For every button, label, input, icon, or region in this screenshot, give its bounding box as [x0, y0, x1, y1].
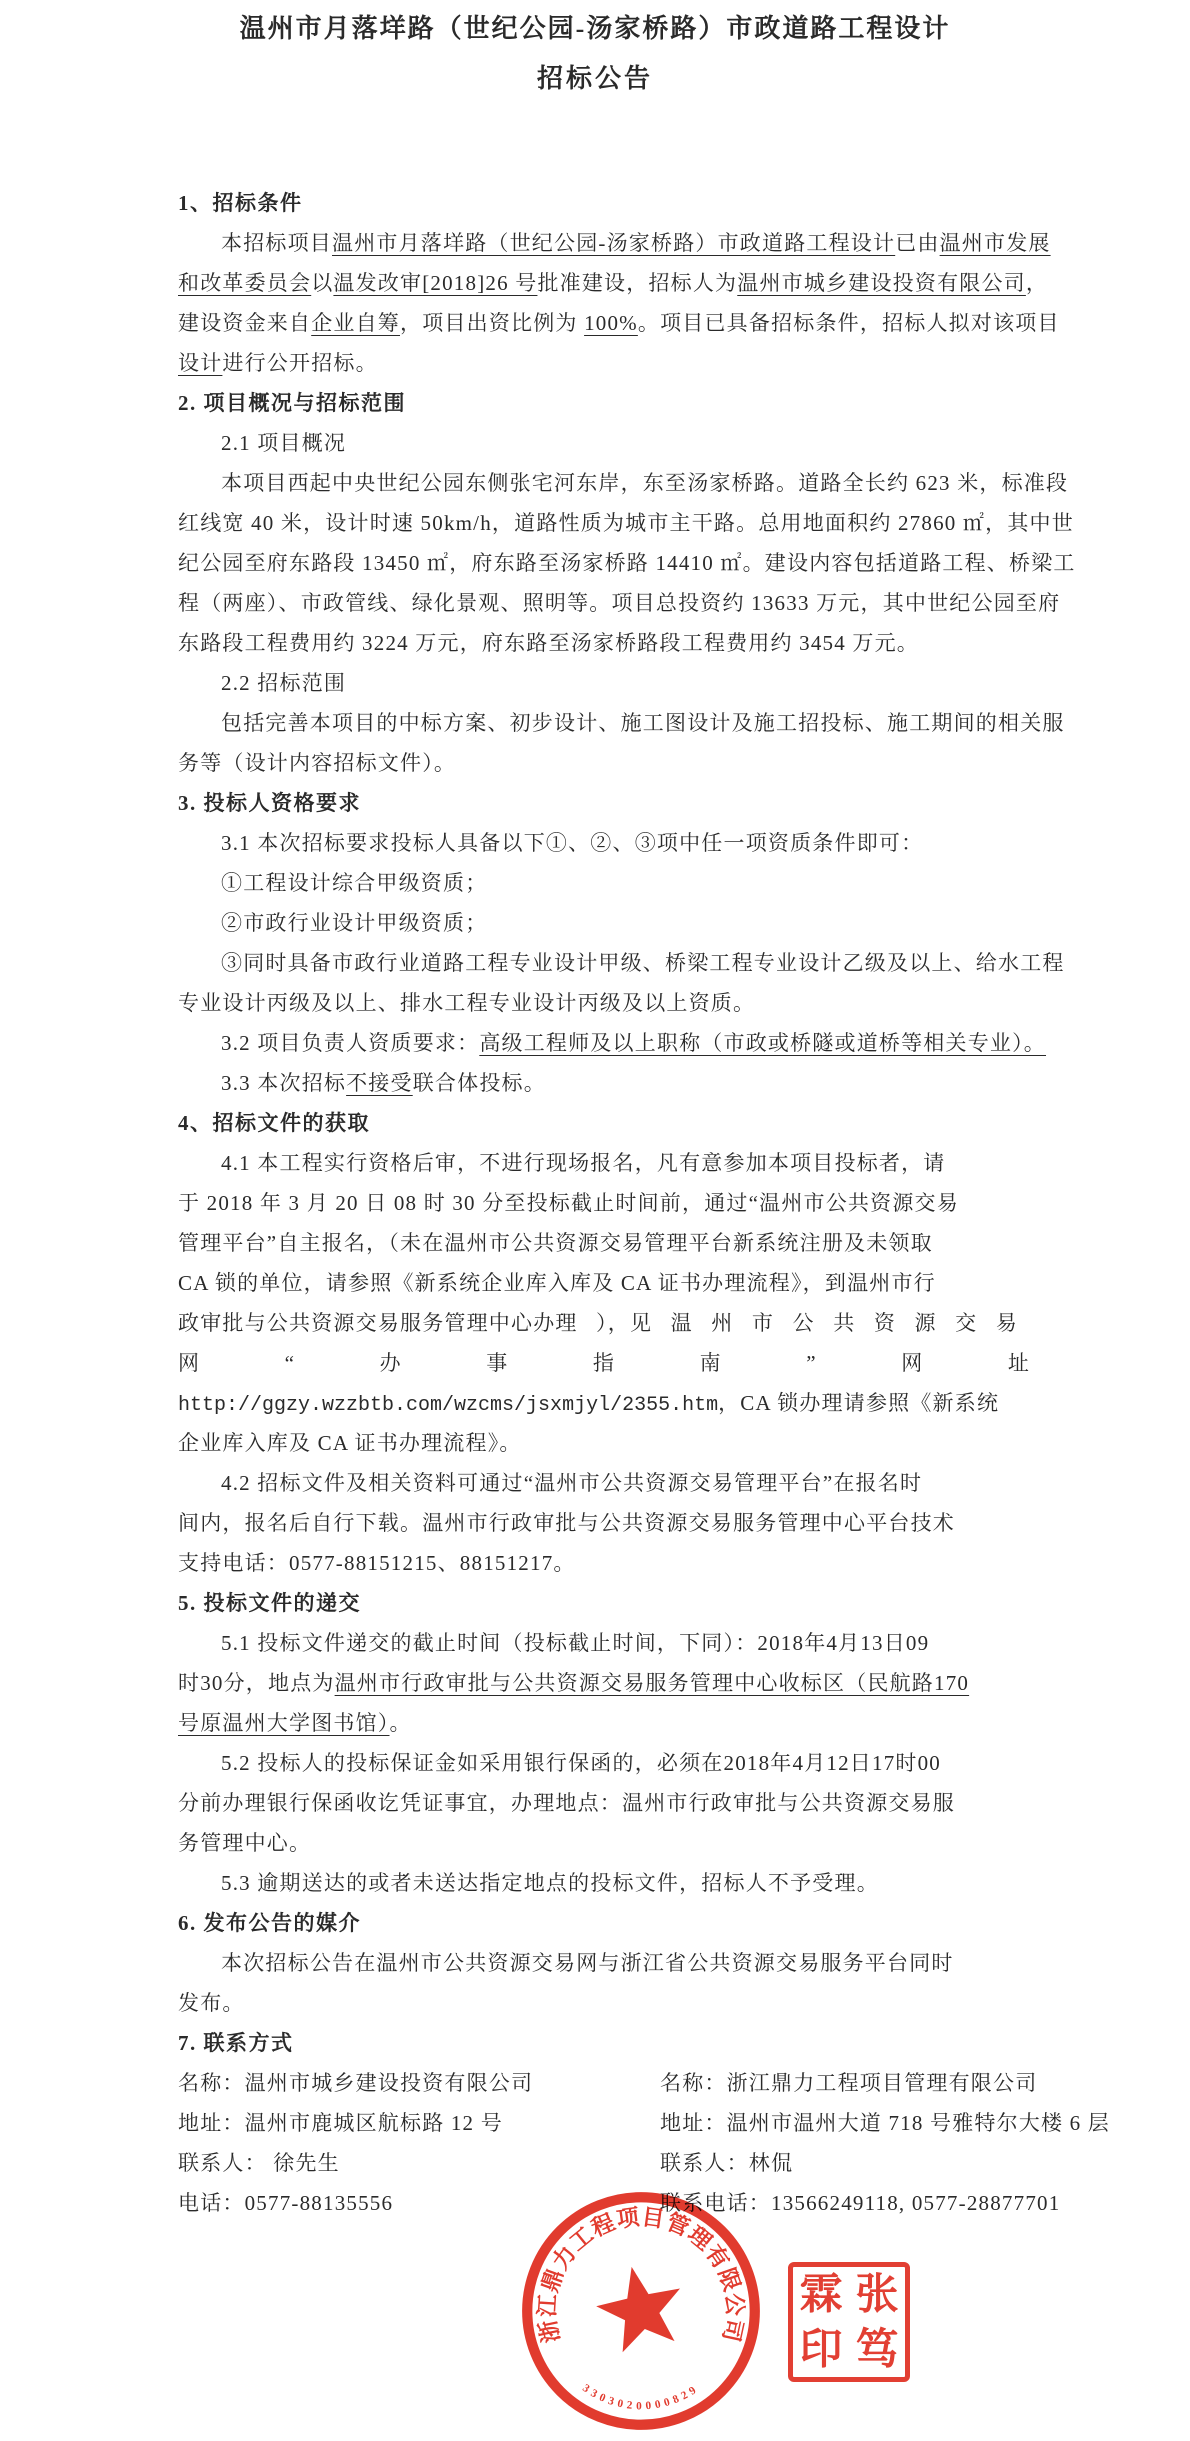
tenderer-address: 地址：温州市鹿城区航标路 12 号 — [178, 2111, 503, 2135]
text-line: 包括完善本项目的中标方案、初步设计、施工图设计及施工招投标、施工期间的相关服 — [221, 711, 1065, 735]
text-line: 4.1 本工程实行资格后审，不进行现场报名，凡有意参加本项目投标者，请 — [221, 1151, 946, 1175]
text-line: 4.2 招标文件及相关资料可通过“温州市公共资源交易管理平台”在报名时 — [221, 1471, 923, 1495]
text-line: 网 “ 办 事 指 南 ” 网 址 — [178, 1351, 1031, 1375]
name-seal-char: 笃 — [855, 2326, 899, 2373]
text-line: 东路段工程费用约 3224 万元，府东路至汤家桥路段工程费用约 3454 万元。 — [178, 631, 919, 655]
text-line: 程（两座）、市政管线、绿化景观、照明等。项目总投资约 13633 万元，其中世纪公园至府 — [178, 591, 1061, 615]
company-seal-number: 3303020000829 — [580, 2382, 702, 2413]
text-line: 间内，报名后自行下载。温州市行政审批与公共资源交易服务管理中心平台技术 — [178, 1511, 955, 1535]
name-seal-char: 霖 — [799, 2271, 843, 2318]
text-line: 分前办理银行保函收讫凭证事宜，办理地点：温州市行政审批与公共资源交易服 — [178, 1791, 955, 1815]
name-seal-char: 印 — [799, 2326, 843, 2373]
section-heading: 3. 投标人资格要求 — [178, 791, 361, 815]
text-line: 3.1 本次招标要求投标人具备以下①、②、③项中任一项资质条件即可： — [221, 831, 924, 855]
text-line: 企业库入库及 CA 证书办理流程》。 — [178, 1431, 522, 1455]
text-line: 本项目西起中央世纪公园东侧张宅河东岸，东至汤家桥路。道路全长约 623 米，标准段 — [221, 471, 1069, 495]
tenderer-contact-person: 联系人： 徐先生 — [178, 2151, 340, 2175]
personal-name-seal — [788, 2262, 910, 2382]
text-line: ③同时具备市政行业道路工程专业设计甲级、桥梁工程专业设计乙级及以上、给水工程 — [221, 951, 1065, 975]
text-line: 政审批与公共资源交易服务管理中心办理 ），见 温 州 市 公 共 资 源 交 易 — [178, 1311, 1018, 1335]
agency-address: 地址：温州市温州大道 718 号雅特尔大楼 6 层 — [660, 2111, 1110, 2135]
section-heading: 2. 项目概况与招标范围 — [178, 391, 406, 415]
document-body — [178, 183, 1076, 2063]
agency-contact-person: 联系人：林侃 — [660, 2151, 794, 2175]
text-line: 3.3 本次招标不接受联合体投标。 — [221, 1071, 546, 1095]
text-line: 5.1 投标文件递交的截止时间（投标截止时间，下同）：2018年4月13日09 — [221, 1631, 930, 1655]
text-line: 支持电话：0577-88151215、88151217。 — [178, 1551, 576, 1575]
text-line: 务等（设计内容招标文件）。 — [178, 751, 457, 775]
text-line: 5.2 投标人的投标保证金如采用银行保函的，必须在2018年4月12日17时00 — [221, 1751, 941, 1775]
text-line: 号原温州大学图书馆）。 — [178, 1711, 412, 1735]
agency-name: 名称：浙江鼎力工程项目管理有限公司 — [660, 2071, 1038, 2095]
page-title: 温州市月落垟路（世纪公园-汤家桥路）市政道路工程设计 — [239, 14, 951, 43]
contact-row-name — [178, 2063, 1158, 2103]
section-heading: 1、招标条件 — [178, 191, 303, 215]
company-seal-text: 浙江鼎力工程项目管理有限公司 — [534, 2204, 748, 2345]
contact-row-address — [178, 2103, 1158, 2143]
section-heading: 6. 发布公告的媒介 — [178, 1911, 361, 1935]
contact-row-person — [178, 2143, 1158, 2183]
tenderer-phone: 电话：0577-88135556 — [178, 2191, 394, 2215]
text-line: 设计进行公开招标。 — [178, 351, 378, 375]
text-line: 管理平台”自主报名，（未在温州市公共资源交易管理平台新系统注册及未领取 — [178, 1231, 933, 1255]
text-line: CA 锁的单位，请参照《新系统企业库入库及 CA 证书办理流程》，到温州市行 — [178, 1271, 936, 1295]
text-line: 发布。 — [178, 1991, 245, 2015]
text-line: 于 2018 年 3 月 20 日 08 时 30 分至投标截止时间前，通过“温州市公共资源交易 — [178, 1191, 959, 1215]
text-line: ①工程设计综合甲级资质； — [221, 871, 488, 895]
tenderer-name: 名称：温州市城乡建设投资有限公司 — [178, 2071, 534, 2095]
text-line: ②市政行业设计甲级资质； — [221, 911, 488, 935]
section-heading: 5. 投标文件的递交 — [178, 1591, 361, 1615]
text-line: 务管理中心。 — [178, 1831, 312, 1855]
text-line: http://ggzy.wzzbtb.com/wzcms/jsxmjyl/2355.htm，CA 锁办理请参照《新系统 — [178, 1391, 1000, 1417]
text-line: 红线宽 40 米，设计时速 50km/h，道路性质为城市主干路。总用地面积约 27860 ㎡，其中世 — [178, 511, 1074, 535]
text-line: 本招标项目温州市月落垟路（世纪公园-汤家桥路）市政道路工程设计已由温州市发展 — [221, 231, 1051, 255]
star-icon — [590, 2258, 691, 2356]
company-seal-stamp — [518, 2188, 764, 2434]
text-line: 专业设计丙级及以上、排水工程专业设计丙级及以上资质。 — [178, 991, 756, 1015]
text-line: 建设资金来自企业自筹，项目出资比例为 100%。项目已具备招标条件，招标人拟对该项目 — [178, 311, 1060, 335]
text-line: 时30分，地点为温州市行政审批与公共资源交易服务管理中心收标区（民航路170 — [178, 1671, 970, 1695]
text-line: 3.2 项目负责人资质要求：高级工程师及以上职称（市政或桥隧或道桥等相关专业）。 — [221, 1031, 1047, 1055]
agency-phone: 联系电话：13566249118, 0577-28877701 — [660, 2191, 1061, 2215]
svg-text:3303020000829 — [580, 2382, 702, 2412]
text-line: 2.2 招标范围 — [221, 671, 347, 695]
text-line: 5.3 逾期送达的或者未送达指定地点的投标文件，招标人不予受理。 — [221, 1871, 879, 1895]
text-line: 2.1 项目概况 — [221, 431, 347, 455]
section-heading: 7. 联系方式 — [178, 2031, 294, 2055]
text-line: 纪公园至府东路段 13450 ㎡，府东路至汤家桥路 14410 ㎡。建设内容包括道路工程、桥梁工 — [178, 551, 1076, 575]
text-line: 和改革委员会以温发改审[2018]26 号批准建设，招标人为温州市城乡建设投资有限公司， — [178, 271, 1049, 295]
page-subtitle: 招标公告 — [536, 64, 653, 93]
text-line: 本次招标公告在温州市公共资源交易网与浙江省公共资源交易服务平台同时 — [221, 1951, 954, 1975]
name-seal-char: 张 — [855, 2271, 899, 2318]
section-heading: 4、招标文件的获取 — [178, 1111, 370, 1135]
